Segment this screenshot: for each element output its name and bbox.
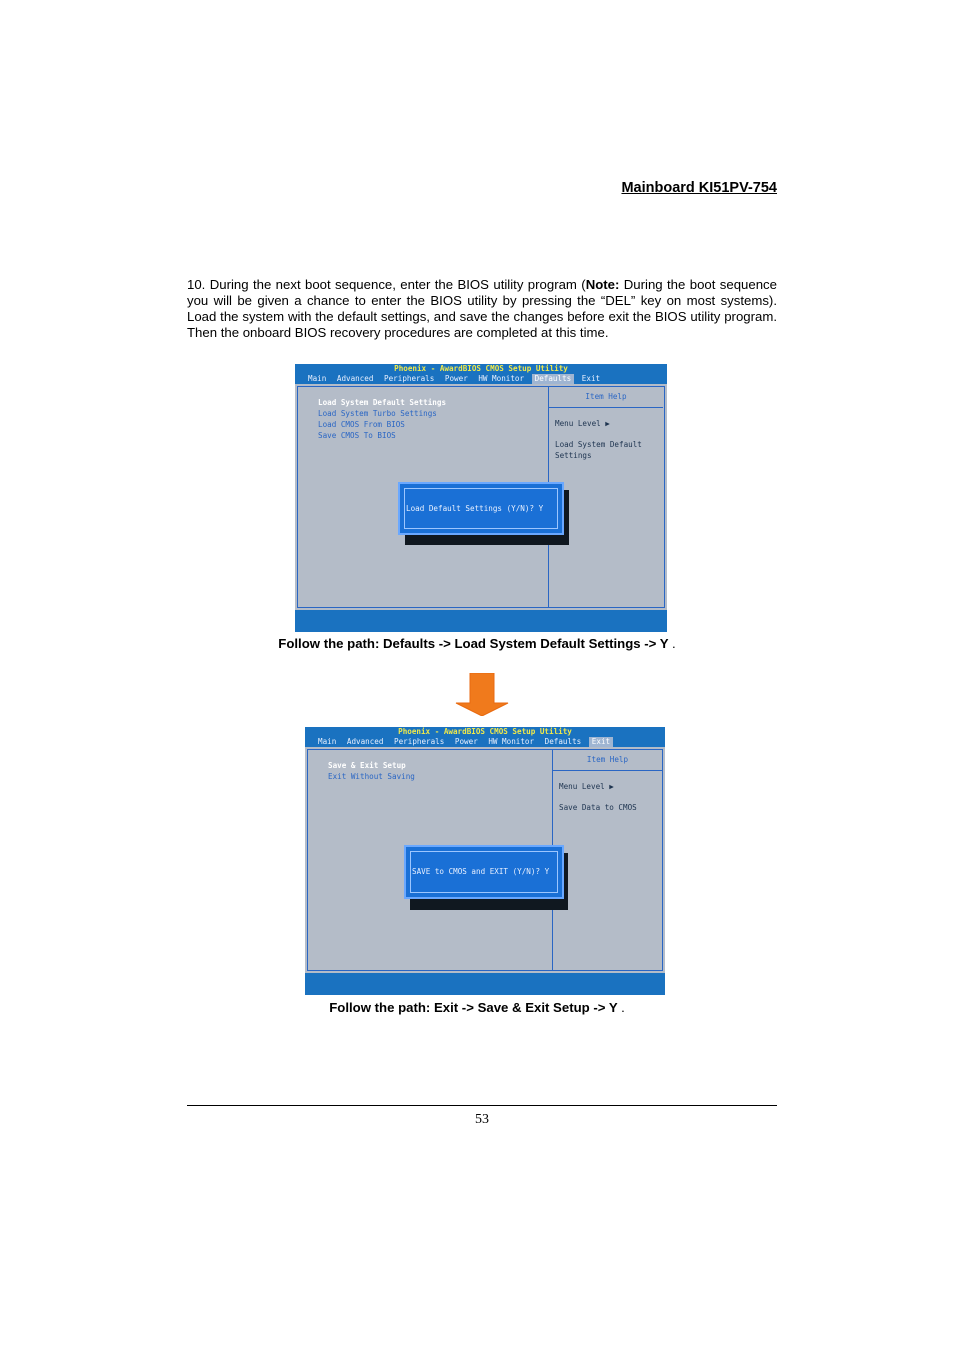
- page-number: 53: [475, 1112, 489, 1127]
- bios-options-list: [318, 397, 446, 441]
- option-load-system-turbo[interactable]: Load System Turbo Settings: [318, 409, 437, 418]
- bios-menu-hw-monitor[interactable]: HW Monitor: [478, 374, 525, 383]
- option-load-system-default[interactable]: Load System Default Settings: [318, 398, 447, 407]
- step-10-paragraph: [187, 277, 777, 341]
- item-help-title: Item Help: [549, 387, 663, 408]
- bios-status-bar: [295, 610, 667, 632]
- bios-menu-bar: [305, 737, 665, 747]
- dialog-prompt: Load Default Settings (Y/N)? Y: [406, 503, 544, 513]
- help-menu-level: Menu Level ▶: [559, 782, 614, 791]
- bios-options-list: [328, 760, 415, 782]
- bios-screenshot-exit: [305, 727, 665, 995]
- bios-screenshot-defaults: [295, 364, 667, 632]
- bios-menu-peripherals[interactable]: Peripherals: [384, 374, 435, 383]
- bios-menu-power[interactable]: Power: [454, 737, 478, 746]
- option-save-exit-setup[interactable]: Save & Exit Setup: [328, 761, 406, 770]
- save-exit-dialog[interactable]: [404, 845, 564, 899]
- bios-menu-exit[interactable]: Exit: [589, 737, 613, 747]
- item-help-title: Item Help: [553, 750, 662, 771]
- bios-menu-defaults[interactable]: Defaults: [532, 374, 575, 384]
- dialog-prompt: SAVE to CMOS and EXIT (Y/N)? Y: [412, 867, 550, 876]
- option-save-cmos-to-bios[interactable]: Save CMOS To BIOS: [318, 431, 396, 440]
- triangle-right-icon: ▶: [605, 419, 610, 428]
- bios-menu-bar: [295, 374, 667, 384]
- help-menu-level: Menu Level ▶: [555, 419, 610, 428]
- down-arrow-icon: [454, 673, 510, 716]
- bios-menu-main[interactable]: Main: [318, 737, 337, 746]
- option-load-cmos-from-bios[interactable]: Load CMOS From BIOS: [318, 420, 405, 429]
- bios-title-bar: Phoenix - AwardBIOS CMOS Setup Utility: [305, 727, 665, 737]
- load-defaults-dialog[interactable]: [398, 482, 564, 535]
- step-text-before: 10. During the next boot sequence, enter the BIOS utility program (: [187, 277, 586, 292]
- note-label: Note:: [585, 277, 620, 292]
- footer-divider: [187, 1105, 777, 1106]
- bios-menu-advanced[interactable]: Advanced: [336, 374, 374, 383]
- caption-exit-path: Follow the path: Exit -> Save & Exit Setup -> Y .: [329, 1000, 625, 1015]
- bios-menu-advanced[interactable]: Advanced: [346, 737, 384, 746]
- triangle-right-icon: ▶: [609, 782, 614, 791]
- bios-status-bar: [305, 973, 665, 995]
- bios-menu-main[interactable]: Main: [308, 374, 327, 383]
- bios-menu-hw-monitor[interactable]: HW Monitor: [488, 737, 535, 746]
- bios-menu-exit[interactable]: Exit: [581, 374, 601, 383]
- option-exit-without-saving[interactable]: Exit Without Saving: [328, 772, 415, 781]
- bios-title-bar: Phoenix - AwardBIOS CMOS Setup Utility: [295, 364, 667, 374]
- bios-menu-power[interactable]: Power: [444, 374, 468, 383]
- caption-defaults-path: Follow the path: Defaults -> Load System Default Settings -> Y .: [278, 636, 676, 651]
- page-header-title: Mainboard KI51PV-754: [621, 180, 777, 196]
- help-description: Load System Default Settings: [555, 440, 642, 460]
- bios-menu-peripherals[interactable]: Peripherals: [394, 737, 445, 746]
- help-description: Save Data to CMOS: [559, 803, 637, 812]
- bios-menu-defaults[interactable]: Defaults: [544, 737, 582, 746]
- step-text-after: During the boot sequence you will be given a chance to enter the BIOS utility by pressing the “DEL” key on most systems). Load the system with the default settings, and save the changes before exit the BIOS utility program. Then the onboard BIOS recovery procedures are completed at this time.: [187, 277, 777, 340]
